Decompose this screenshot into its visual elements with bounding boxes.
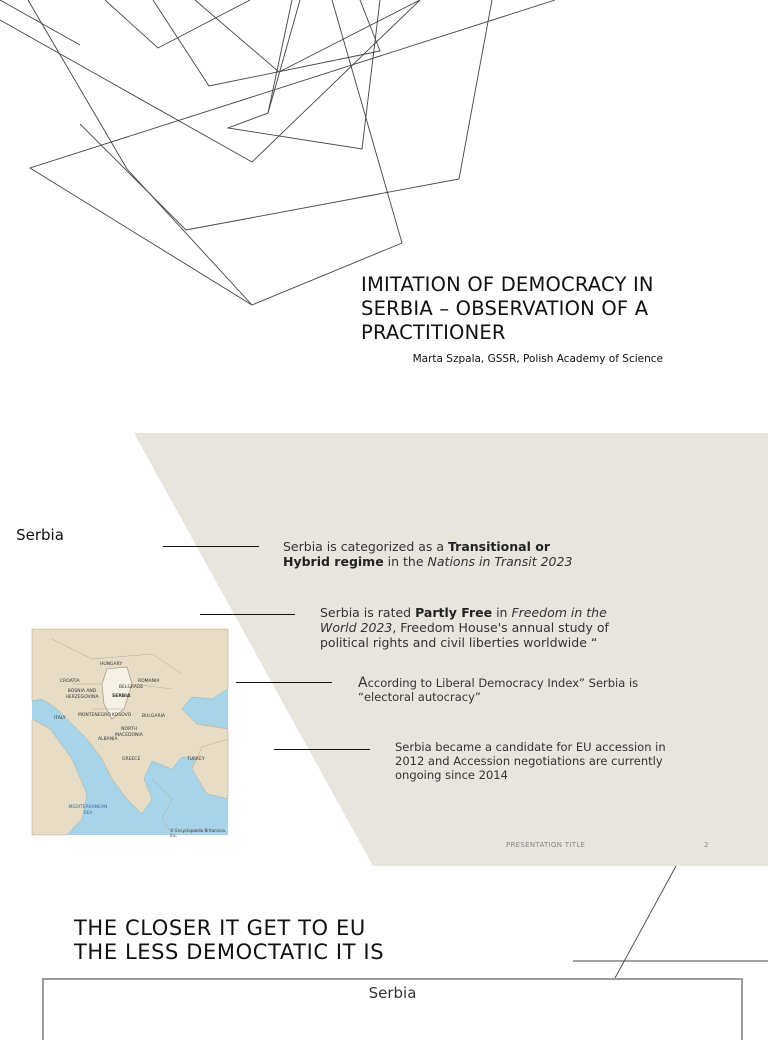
fact-nations-in-transit (283, 539, 583, 569)
footer-presentation-title: PRESENTATION TITLE (506, 841, 586, 849)
connector-line-2 (200, 614, 295, 615)
map-label-sea: MEDITERRANEAN SEA (68, 805, 108, 816)
map-credit: © Encyclopædia Britannica, Inc. (170, 828, 227, 838)
map-label-romania: ROMANIA (138, 679, 160, 684)
fact-emphasis: Partly Free (415, 605, 493, 620)
chart-frame-title: Serbia (368, 984, 417, 1002)
fact-source: Nations in Transit 2023 (427, 554, 573, 569)
balkans-map (32, 629, 228, 838)
fact-source: Freedom in the World 2023 (320, 605, 607, 635)
fact-eu-accession (395, 740, 685, 782)
slide-heading: THE CLOSER IT GET TO EU THE LESS DEMOCTATIC IT IS (74, 916, 385, 964)
connector-line-3 (236, 682, 332, 683)
eu-democracy-slide (0, 866, 768, 1024)
map-label-croatia: CROATIA (60, 679, 80, 684)
map-label-bulgaria: BULGARIA (142, 714, 165, 719)
map-label-serbia: SERBIA (112, 694, 131, 699)
map-label-albania: ALBANIA (98, 737, 118, 742)
connector-line-4 (274, 749, 370, 750)
title-slide (0, 0, 768, 400)
map-label-north-macedonia: NORTH MACEDONIA (115, 727, 143, 738)
serbia-side-label: Serbia (16, 526, 64, 544)
fact-liberal-democracy-index (358, 676, 668, 704)
serbia-overview-slide (0, 400, 768, 866)
footer-page-number: 2 (704, 841, 709, 849)
map-label-turkey: TURKEY (187, 757, 205, 762)
fact-text: in the (383, 554, 428, 569)
fact-dropcap: A (358, 675, 368, 691)
author-line: Marta Szpala, GSSR, Polish Academy of Science (412, 353, 663, 365)
fact-emphasis: Transitional or Hybrid regime (283, 539, 550, 569)
serbia-chart-frame (42, 978, 743, 1040)
fact-text: Serbia became a candidate for EU accession in 2012 and Accession negotiations are currently ongoing since 2014 (395, 740, 666, 782)
presentation-title: IMITATION OF DEMOCRACY IN SERBIA – OBSERVATION OF A PRACTITIONER (361, 273, 654, 344)
map-label-belgrade: BELGRADE (119, 685, 144, 690)
map-label-hungary: HUNGARY (100, 662, 123, 667)
map-label-italy: ITALY (54, 716, 66, 721)
map-label-bosnia: BOSNIA AND HERZEGOVINA (65, 689, 99, 700)
map-label-montenegro: MONTENEGRO (78, 713, 111, 718)
fact-text: in (492, 605, 512, 620)
map-label-greece: GREECE (122, 757, 141, 762)
fact-text: Serbia is categorized as a (283, 539, 449, 554)
fact-text: Serbia is rated (320, 605, 416, 620)
connector-line-1 (163, 546, 259, 547)
fact-text: ccording to Liberal Democracy Index” Serbia is “electoral autocracy” (358, 676, 639, 704)
fact-freedom-house (320, 605, 635, 650)
fact-text: , Freedom House's annual study of political rights and civil liberties worldwide “ (320, 620, 609, 650)
map-label-kosovo: KOSOVO (112, 713, 132, 718)
